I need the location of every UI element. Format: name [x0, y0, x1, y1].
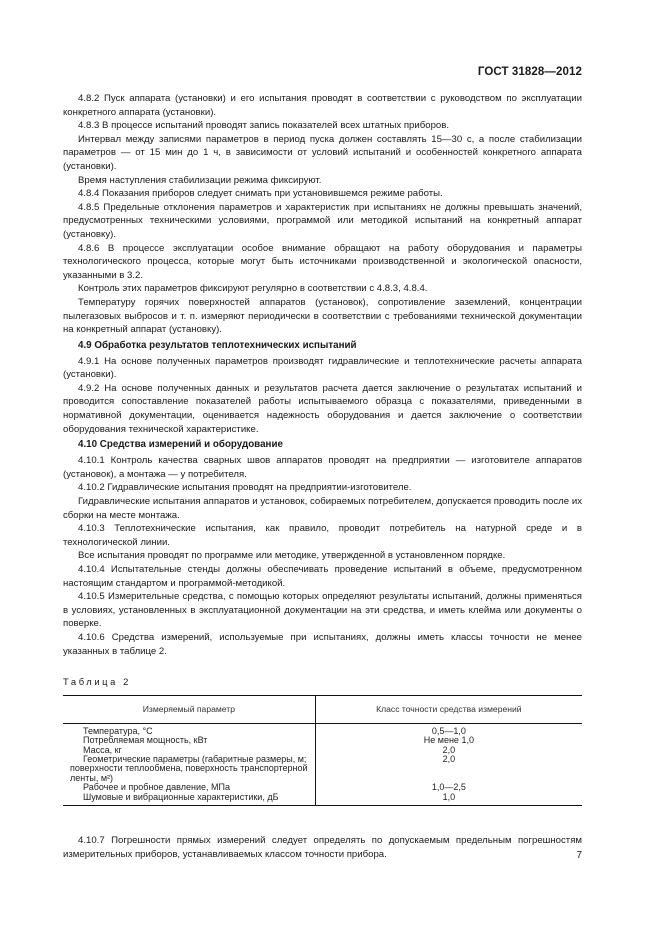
paragraph-4-8-4: 4.8.4 Показания приборов следует снимать при установившемся режиме работы.: [78, 188, 443, 200]
paragraph-4-10-5: 4.10.5 Измерительные средства, с помощью которых определяют результаты испытаний, должны применяться в условиях, установленных в эксплуатационной документации на эти средства, и иметь клейма или документы о поверке.: [63, 591, 582, 630]
column-header-accuracy: Класс точности средства измерений: [315, 695, 582, 723]
paragraph-4-8-5: 4.8.5 Предельные отклонения параметров и характеристик при испытаниях не должны превышать значений, предусмотренных техническими условиями, программой или методикой испытаний на конкретный аппарат (установку).: [63, 201, 582, 240]
paragraph-stabilization: Время наступления стабилизации режима фиксируют.: [78, 174, 322, 186]
table-cell-value: 1,0: [315, 793, 582, 806]
table-cell-parameter: Геометрические параметры (габаритные размеры, м; поверхности теплообмена, поверхность транспортерной ленты, м²): [63, 755, 315, 783]
table-cell-parameter: Потребляемая мощность, кВт: [63, 736, 315, 745]
table-cell-parameter: Рабочее и пробное давление, МПа: [63, 783, 315, 792]
paragraph-4-10-6: 4.10.6 Средства измерений, используемые при испытаниях, должны иметь классы точности не менее указанных в таблице 2.: [63, 631, 582, 657]
table-row: [63, 755, 582, 783]
column-header-parameter: Измеряемый параметр: [63, 695, 315, 723]
paragraph-4-10-4: 4.10.4 Испытательные стенды должны обеспечивать проведение испытаний в объеме, предусмотренном настоящим стандартом и программой-методикой.: [63, 564, 582, 589]
page-number: 7: [576, 850, 582, 861]
paragraph-4-10-2: 4.10.2 Гидравлические испытания проводят на предприятии-изготовителе.: [78, 482, 412, 494]
paragraph-4-9-1: 4.9.1 На основе полученных параметров производят гидравлические и теплотехнические расчеты аппарата (установки).: [63, 355, 582, 381]
page-content: [63, 92, 582, 861]
accuracy-class-table: [63, 695, 582, 806]
table-cell-value: 2,0: [442, 744, 456, 755]
paragraph-4-9-2: 4.9.2 На основе полученных данных и результатов расчета дается заключение о результатах испытаний и проводится сопоставление показателей работы испытываемого образца с показателями, приведенными в нормативной документации, оценивается надежность оборудования и дается заключение о соответствии оборудования технической характеристике.: [63, 382, 582, 435]
paragraph-program: Все испытания проводят по программе или методике, утвержденной в установленном порядке.: [78, 550, 506, 562]
paragraph-temperature: Температуру горячих поверхностей аппаратов (установок), сопротивление заземлений, концентрации пылегазовых выбросов и т. п. измеряют периодически в соответствии с требованиями технической документации на конкретный аппарат (установку).: [63, 296, 582, 336]
table-cell-value: Не мене 1,0: [423, 735, 474, 746]
table-cell-value: 1,0—2,5: [431, 782, 466, 793]
document-header: ГОСТ 31828—2012: [477, 66, 582, 78]
section-heading-4-10: 4.10 Средства измерений и оборудование: [78, 439, 283, 451]
table-cell-parameter: Шумовые и вибрационные характеристики, дБ: [63, 793, 315, 806]
table-row: [63, 736, 582, 745]
table-cell-value: 2,0: [442, 753, 456, 764]
paragraph-4-10-1: 4.10.1 Контроль качества сварных швов аппаратов проводят на предприятии — изготовителе аппаратов (установок), а монтажа — у потребителя.: [63, 455, 582, 480]
section-heading-4-9: 4.9 Обработка результатов теплотехнических испытаний: [78, 339, 357, 351]
paragraph-4-10-7: 4.10.7 Погрешности прямых измерений следует определять по допускаемым предельным погрешностям измерительных приборов, устанавливаемых классом точности прибора.: [63, 835, 582, 860]
paragraph-4-10-3: 4.10.3 Теплотехнические испытания, как правило, проводит потребитель на натурной среде и в технологической линии.: [63, 523, 582, 548]
paragraph-hydraulic: Гидравлические испытания аппаратов и установок, собираемых потребителем, допускается проводить после их сборки на месте монтажа.: [63, 496, 582, 521]
paragraph-4-8-6: 4.8.6 В процессе эксплуатации особое внимание обращают на работу оборудования и параметры технологического процесса, которые могут быть источниками производственной и экологической опасности, указанными в 3.2.: [63, 242, 582, 281]
paragraph-4-8-3: 4.8.3 В процессе испытаний проводят запись показателей всех штатных приборов.: [78, 120, 450, 132]
table-caption: Таблица 2: [63, 676, 131, 688]
paragraph-4-8-2: 4.8.2 Пуск аппарата (установки) и его испытания проводят в соответствии с руководством по эксплуатации конкретного аппарата (установки).: [63, 93, 582, 118]
paragraph-control: Контроль этих параметров фиксируют регулярно в соответствии с 4.8.3, 4.8.4.: [78, 283, 428, 295]
table-row: [63, 793, 582, 806]
table-cell-parameter: Масса, кг: [63, 746, 315, 755]
table-header-row: [63, 695, 582, 723]
table-cell-value: 0,5—1,0: [431, 725, 466, 736]
paragraph-interval: Интервал между записями параметров в период пуска должен составлять 15—30 с, а после стабилизации параметров — от 15 мин до 1 ч, в зависимости от условий испытаний и особенностей конкретного аппарата (установки).: [63, 133, 582, 172]
table-cell-parameter: Температура, °С: [63, 723, 315, 736]
